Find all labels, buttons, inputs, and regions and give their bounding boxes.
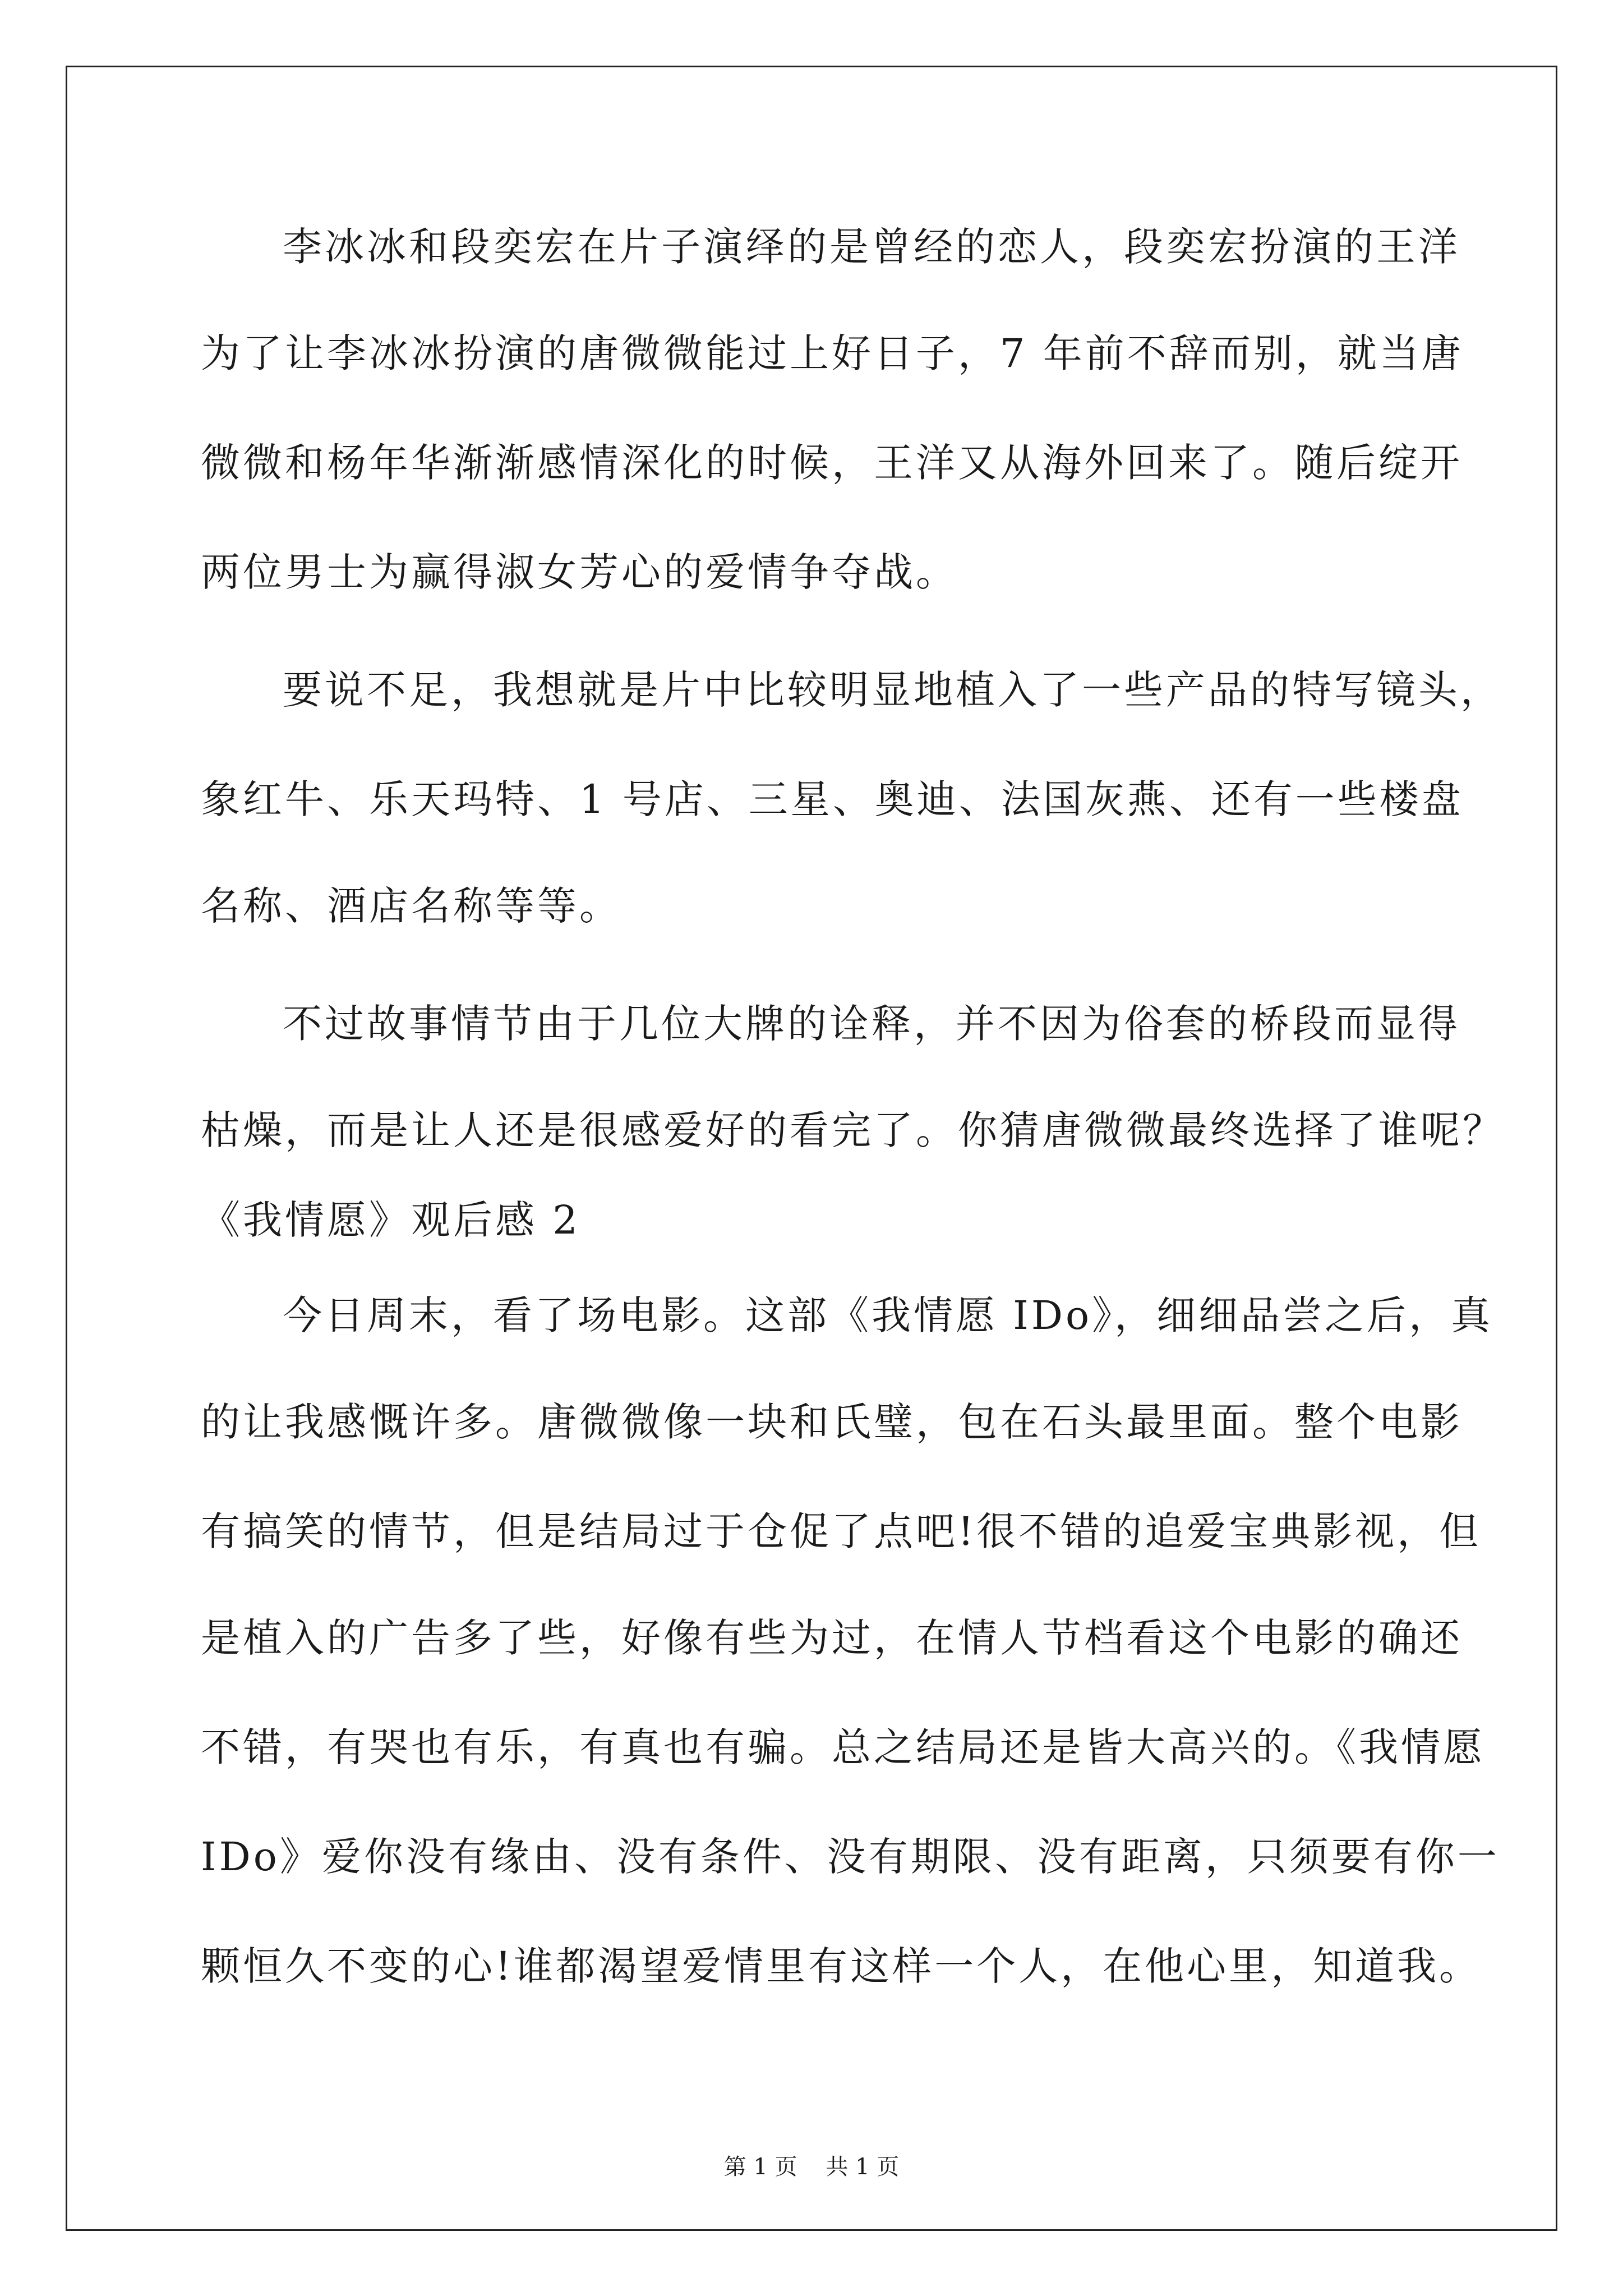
text-line: 两位男士为赢得淑女芳心的爱情争夺战。 [201, 549, 958, 595]
text-line: 微微和杨年华渐渐感情深化的时候，王洋又从海外回来了。随后绽开 [201, 440, 1463, 486]
text-line: 今日周末，看了场电影。这部《我情愿 IDo》，细细品尝之后，真 [283, 1292, 1493, 1338]
text-line: 的让我感慨许多。唐微微像一块和氏璧，包在石头最里面。整个电影 [201, 1399, 1463, 1445]
text-line: 李冰冰和段奕宏在片子演绎的是曾经的恋人，段奕宏扮演的王洋 [283, 224, 1460, 270]
section-heading: 《我情愿》观后感 2 [201, 1197, 580, 1243]
text-line: 象红牛、乐天玛特、1 号店、三星、奥迪、法国灰燕、还有一些楼盘 [201, 776, 1464, 822]
text-line: 枯燥，而是让人还是很感爱好的看完了。你猜唐微微最终选择了谁呢？ [201, 1107, 1505, 1153]
page-number: 第 1 页 共 1 页 [723, 2154, 900, 2180]
text-line: IDo》爱你没有缘由、没有条件、没有期限、没有距离，只须要有你一 [201, 1834, 1500, 1880]
text-line: 要说不足，我想就是片中比较明显地植入了一些产品的特写镜头， [283, 667, 1502, 713]
text-line: 为了让李冰冰扮演的唐微微能过上好日子，7 年前不辞而别，就当唐 [201, 330, 1464, 376]
text-line: 不错，有哭也有乐，有真也有骗。总之结局还是皆大高兴的。《我情愿 [201, 1724, 1485, 1770]
text-line: 不过故事情节由于几位大牌的诠释，并不因为俗套的桥段而显得 [283, 1001, 1460, 1047]
text-line: 有搞笑的情节，但是结局过于仓促了点吧!很不错的追爱宝典影视，但 [201, 1508, 1482, 1554]
text-line: 名称、酒店名称等等。 [201, 883, 621, 929]
text-line: 是植入的广告多了些，好像有些为过，在情人节档看这个电影的确还 [201, 1615, 1463, 1661]
text-line: 颗恒久不变的心!谁都渴望爱情里有这样一个人，在他心里，知道我。 [201, 1943, 1482, 1989]
